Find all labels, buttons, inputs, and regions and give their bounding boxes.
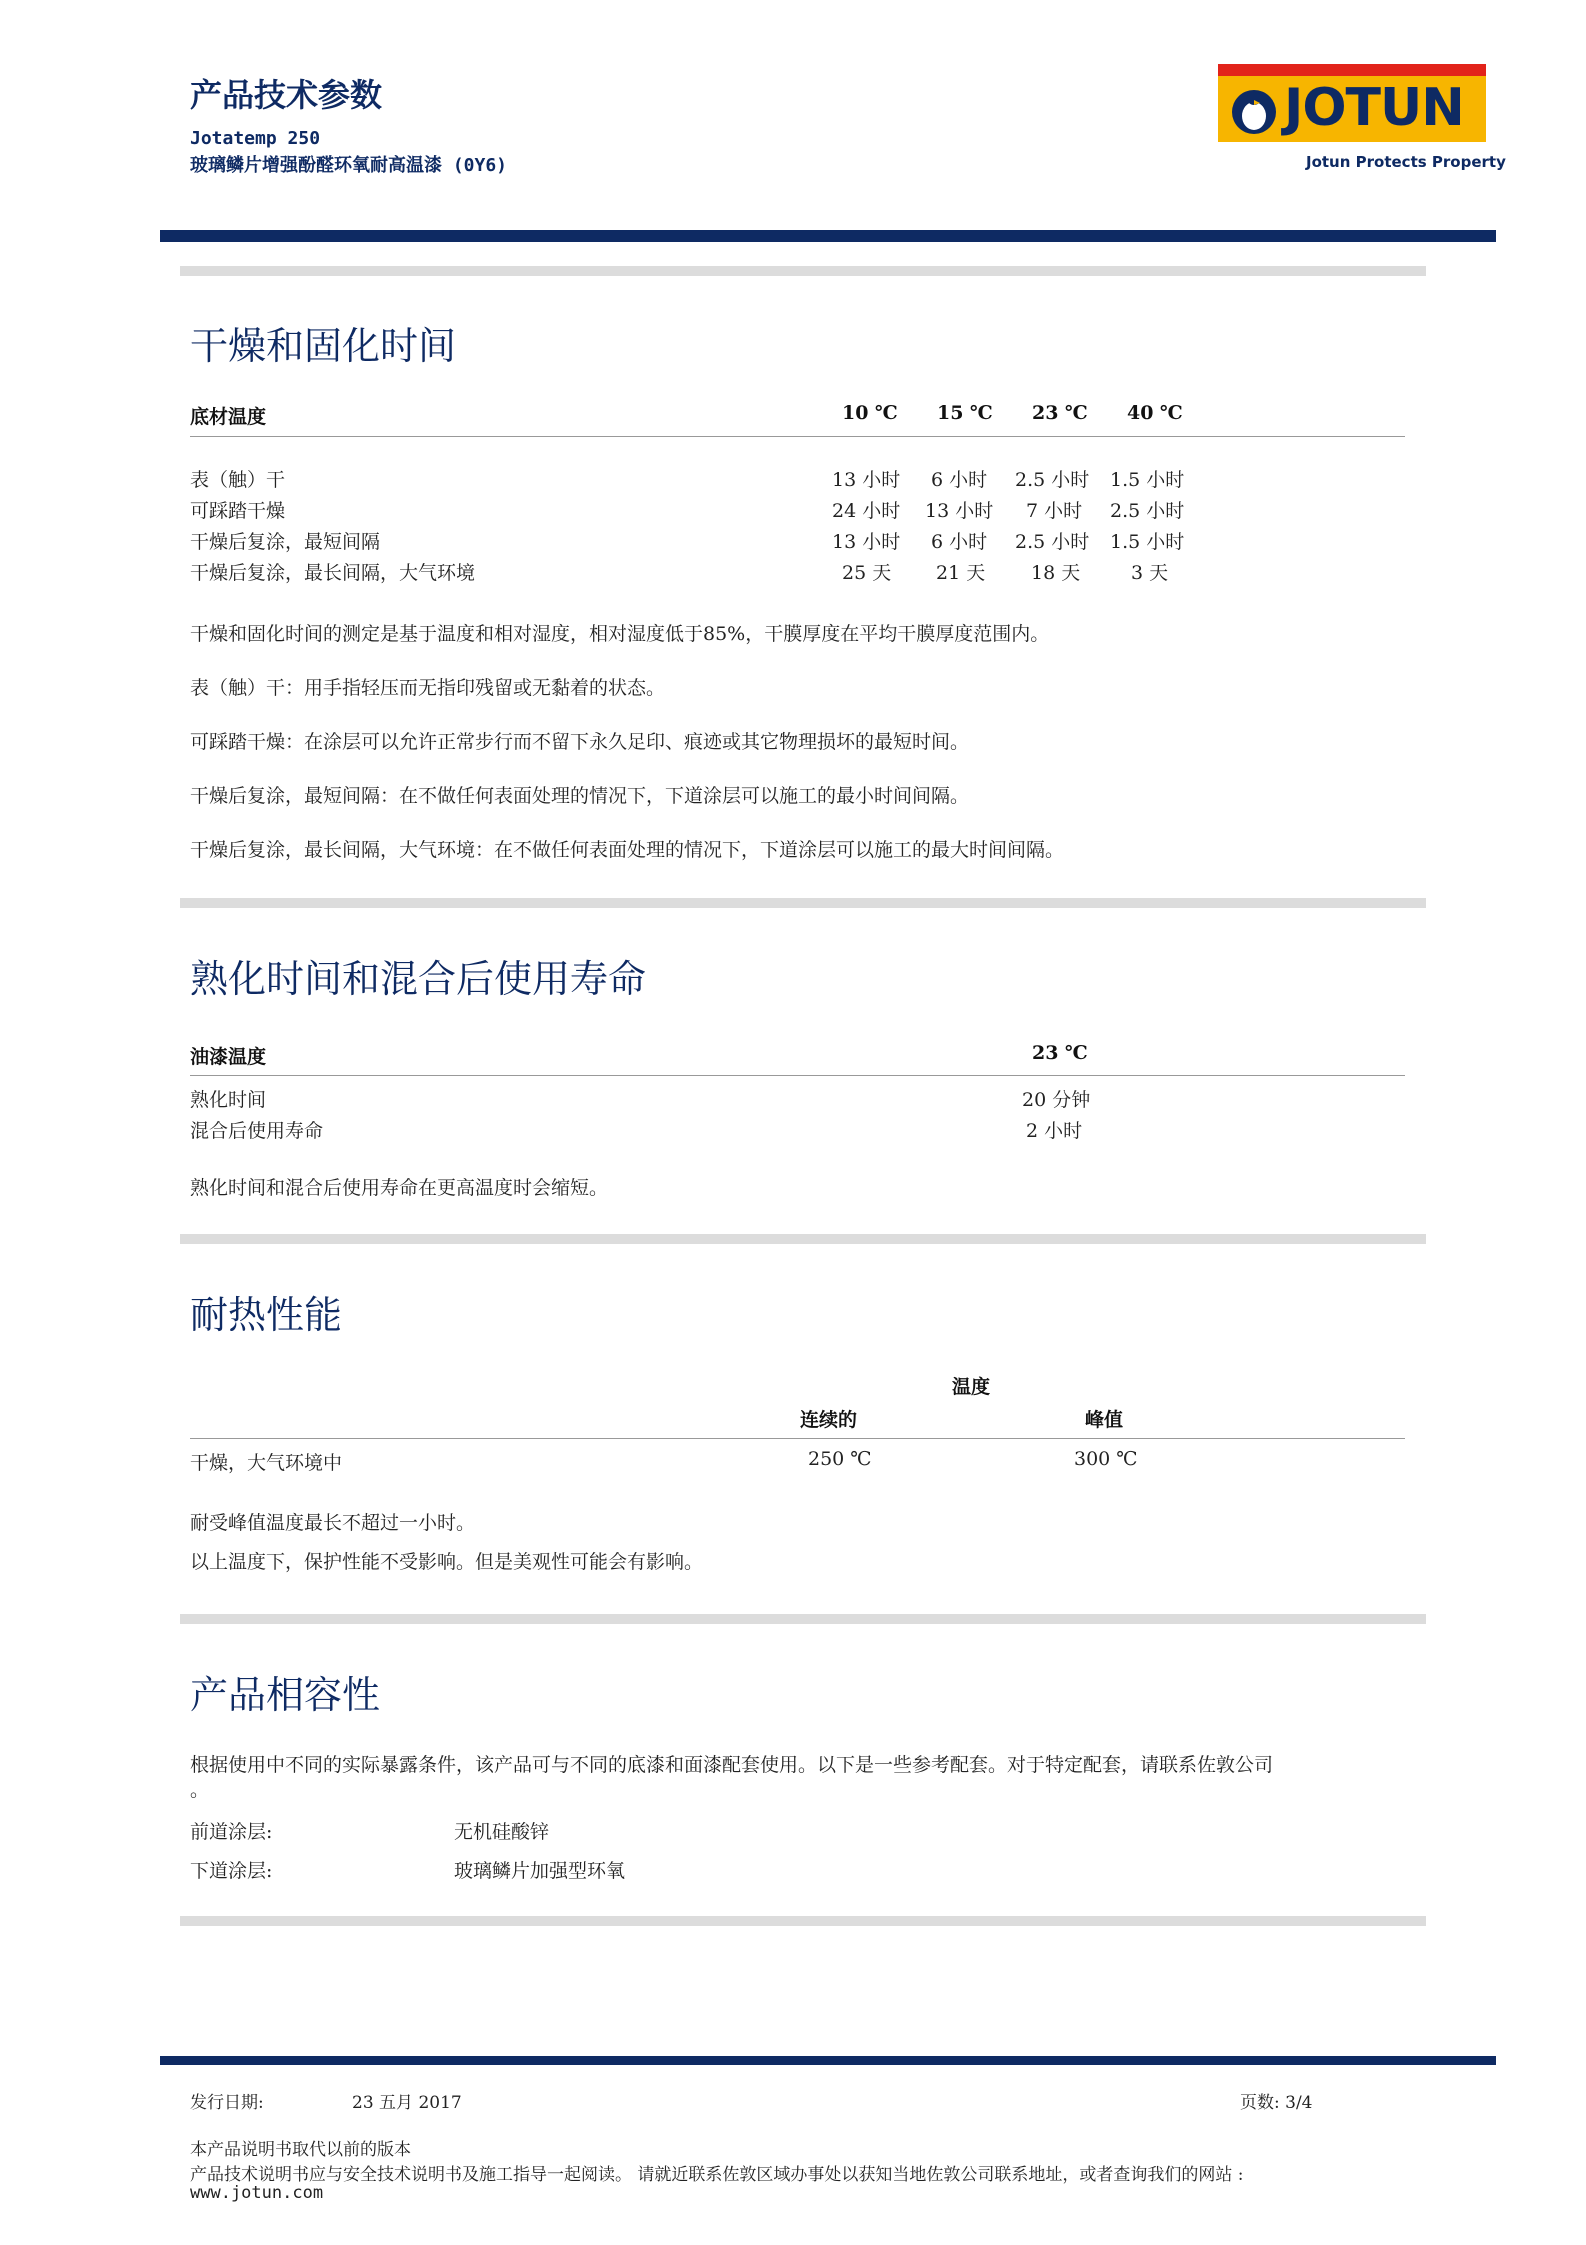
drying-cell: 1.5 小时 xyxy=(1110,531,1185,553)
heat-note: 耐受峰值温度最长不超过一小时。 xyxy=(190,1512,476,1534)
drying-row-label: 表（触）干 xyxy=(190,469,286,491)
potlife-note: 熟化时间和混合后使用寿命在更高温度时会缩短。 xyxy=(190,1177,609,1199)
issue-date-label: 发行日期: xyxy=(190,2093,264,2113)
heat-col-peak: 峰值 xyxy=(1085,1409,1124,1431)
heat-peak-value: 300 ℃ xyxy=(1074,1448,1138,1470)
jotun-logo xyxy=(1218,64,1486,142)
drying-note: 干燥后复涂，最短间隔：在不做任何表面处理的情况下，下道涂层可以施工的最小时间间隔。 xyxy=(190,785,970,807)
page-number: 页数: 3/4 xyxy=(1240,2093,1313,2113)
drying-cell: 13 小时 xyxy=(832,531,901,553)
drying-row-label: 可踩踏干燥 xyxy=(190,500,286,522)
drying-cell: 1.5 小时 xyxy=(1110,469,1185,491)
next-coat-value: 玻璃鳞片加强型环氧 xyxy=(454,1860,626,1882)
drying-cell: 25 天 xyxy=(842,562,892,584)
product-name: Jotatemp 250 xyxy=(190,128,321,149)
drying-row-label: 干燥后复涂，最短间隔 xyxy=(190,531,381,553)
section-divider xyxy=(180,1234,1426,1244)
drying-cell: 18 天 xyxy=(1031,562,1081,584)
issue-date-value: 23 五月 2017 xyxy=(352,2093,462,2113)
header-divider xyxy=(160,230,1496,242)
heat-col-continuous: 连续的 xyxy=(800,1409,858,1431)
temp-header-23: 23 ℃ xyxy=(1032,402,1088,424)
potlife-row-value: 20 分钟 xyxy=(1022,1089,1091,1111)
section-divider xyxy=(180,898,1426,908)
substrate-temp-label: 底材温度 xyxy=(190,406,267,428)
section-divider xyxy=(180,266,1426,276)
penguin-icon xyxy=(1228,84,1280,136)
temp-header-15: 15 ℃ xyxy=(937,402,993,424)
product-description: 玻璃鳞片增强酚醛环氧耐高温漆 (0Y6) xyxy=(190,155,508,176)
drying-section-title: 干燥和固化时间 xyxy=(190,324,457,368)
logo-tagline: Jotun Protects Property xyxy=(1306,153,1506,171)
prev-coat-label: 前道涂层: xyxy=(190,1821,273,1843)
section-divider xyxy=(180,1614,1426,1624)
paint-temp-label: 油漆温度 xyxy=(190,1046,267,1068)
logo-wordmark: JOTUN xyxy=(1284,78,1464,138)
drying-cell: 13 小时 xyxy=(832,469,901,491)
prev-coat-value: 无机硅酸锌 xyxy=(454,1821,550,1843)
footer-divider xyxy=(160,2056,1496,2065)
heat-note: 以上温度下，保护性能不受影响。但是美观性可能会有影响。 xyxy=(190,1551,704,1573)
heat-continuous-value: 250 ℃ xyxy=(808,1448,872,1470)
compat-intro-end: 。 xyxy=(190,1779,210,1801)
document-type-title: 产品技术参数 xyxy=(190,76,383,114)
drying-note: 可踩踏干燥：在涂层可以允许正常步行而不留下永久足印、痕迹或其它物理损坏的最短时间。 xyxy=(190,731,970,753)
paint-temp-value: 23 ℃ xyxy=(1032,1042,1088,1064)
footer-read-note: 产品技术说明书应与安全技术说明书及施工指导一起阅读。 请就近联系佐敦区域办事处以获知当地佐敦公司联系地址，或者查询我们的网站 : xyxy=(190,2165,1244,2185)
drying-row-label: 干燥后复涂，最长间隔，大气环境 xyxy=(190,562,476,584)
drying-cell: 7 小时 xyxy=(1026,500,1083,522)
heat-row-label: 干燥，大气环境中 xyxy=(190,1452,343,1474)
compat-intro: 根据使用中不同的实际暴露条件，该产品可与不同的底漆和面漆配套使用。以下是一些参考配套。对于特定配套，请联系佐敦公司 xyxy=(190,1754,1274,1776)
potlife-row-label: 熟化时间 xyxy=(190,1089,267,1111)
next-coat-label: 下道涂层: xyxy=(190,1860,273,1882)
heat-group-label: 温度 xyxy=(952,1376,991,1398)
table-header-rule xyxy=(190,1075,1405,1076)
heat-section-title: 耐热性能 xyxy=(190,1293,343,1337)
footer-supersede-note: 本产品说明书取代以前的版本 xyxy=(190,2140,411,2160)
section-divider xyxy=(180,1916,1426,1926)
drying-cell: 6 小时 xyxy=(931,469,988,491)
table-header-rule xyxy=(190,436,1405,437)
temp-header-40: 40 ℃ xyxy=(1127,402,1183,424)
compat-section-title: 产品相容性 xyxy=(190,1673,381,1717)
drying-cell: 2.5 小时 xyxy=(1110,500,1185,522)
website-link[interactable]: www.jotun.com xyxy=(190,2183,324,2203)
logo-red-stripe xyxy=(1218,64,1486,76)
drying-cell: 13 小时 xyxy=(925,500,994,522)
temp-header-10: 10 ℃ xyxy=(842,402,898,424)
potlife-row-value: 2 小时 xyxy=(1026,1120,1083,1142)
drying-note: 表（触）干：用手指轻压而无指印残留或无黏着的状态。 xyxy=(190,677,666,699)
drying-cell: 6 小时 xyxy=(931,531,988,553)
drying-cell: 3 天 xyxy=(1131,562,1169,584)
potlife-section-title: 熟化时间和混合后使用寿命 xyxy=(190,957,647,1001)
potlife-row-label: 混合后使用寿命 xyxy=(190,1120,324,1142)
drying-cell: 21 天 xyxy=(936,562,986,584)
drying-note: 干燥和固化时间的测定是基于温度和相对湿度，相对湿度低于85%，干膜厚度在平均干膜厚度范围内。 xyxy=(190,623,1050,645)
drying-cell: 2.5 小时 xyxy=(1015,469,1090,491)
drying-cell: 24 小时 xyxy=(832,500,901,522)
drying-cell: 2.5 小时 xyxy=(1015,531,1090,553)
drying-note: 干燥后复涂，最长间隔，大气环境：在不做任何表面处理的情况下，下道涂层可以施工的最大时间间隔。 xyxy=(190,839,1065,861)
table-header-rule xyxy=(190,1438,1405,1439)
